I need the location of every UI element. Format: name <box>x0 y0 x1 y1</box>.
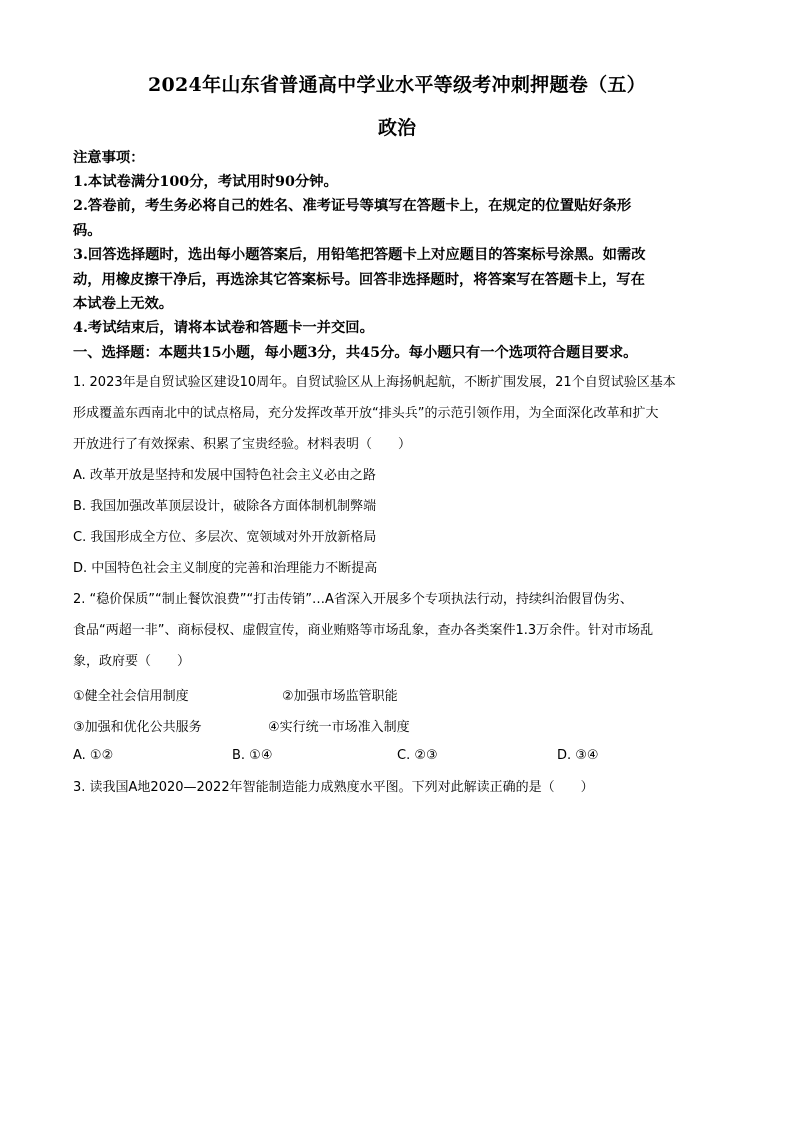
notice-line: 2.答卷前，考生务必将自己的姓名、准考证号等填写在答题卡上，在规定的位置贴好条形 <box>73 198 632 214</box>
question-2-choice-b: B. ①④ <box>232 748 273 763</box>
subject-title: 政治 <box>377 117 416 139</box>
section-heading: 一、选择题：本题共15小题，每小题3分，共45分。每小题只有一个选项符合题目要求。 <box>73 345 638 361</box>
notice-line: 本试卷上无效。 <box>73 296 174 312</box>
exam-title: 2024年山东省普通高中学业水平等级考冲刺押题卷（五） <box>148 74 646 96</box>
notice-line: 码。 <box>73 223 102 239</box>
notice-line: 动，用橡皮擦干净后，再选涂其它答案标号。回答非选择题时，将答案写在答题卡上，写在 <box>73 272 645 288</box>
notice-line: 4.考试结束后，请将本试卷和答题卡一并交回。 <box>73 320 374 336</box>
question-1-option-b: B. 我国加强改革顶层设计，破除各方面体制机制弊端 <box>73 499 377 514</box>
question-1-line: 开放进行了有效探索、积累了宝贵经验。材料表明（ ） <box>73 437 412 452</box>
question-1-option-d: D. 中国特色社会主义制度的完善和治理能力不断提高 <box>73 561 378 576</box>
question-2-choice-d: D. ③④ <box>557 748 599 763</box>
question-1-option-a: A. 改革开放是坚持和发展中国特色社会主义必由之路 <box>73 468 376 483</box>
question-2-choice-c: C. ②③ <box>397 748 438 763</box>
question-2-item-3: ③加强和优化公共服务 <box>73 720 202 735</box>
question-3-stem: 3. 读我国A地2020—2022年智能制造能力成熟度水平图。下列对此解读正确的是（ ） <box>73 780 594 795</box>
question-2-line: 2. “稳价保质”“制止餐饮浪费”“打击传销”…A省深入开展多个专项执法行动，持续纠治假冒伪劣、 <box>73 592 633 607</box>
question-2-item-2: ②加强市场监管职能 <box>282 689 398 704</box>
question-1-line: 1. 2023年是自贸试验区建设10周年。自贸试验区从上海扬帆起航，不断扩围发展，21个自贸试验区基本 <box>73 375 676 390</box>
question-1-line: 形成覆盖东西南北中的试点格局，充分发挥改革开放“排头兵”的示范引领作用，为全面深化改革和扩大 <box>73 406 659 421</box>
question-2-line: 象，政府要（ ） <box>73 654 191 669</box>
notice-line: 1.本试卷满分100分，考试用时90分钟。 <box>73 174 338 190</box>
question-2-line: 食品“两超一非”、商标侵权、虚假宣传，商业贿赂等市场乱象，查办各类案件1.3万余件。针对市场乱 <box>73 623 654 638</box>
notice-line: 3.回答选择题时，选出每小题答案后，用铅笔把答题卡上对应题目的答案标号涂黑。如需改 <box>73 247 646 263</box>
question-1-option-c: C. 我国形成全方位、多层次、宽领域对外开放新格局 <box>73 530 377 545</box>
question-2-item-4: ④实行统一市场准入制度 <box>268 720 410 735</box>
notice-heading: 注意事项： <box>73 150 145 166</box>
question-2-item-1: ①健全社会信用制度 <box>73 689 189 704</box>
question-2-choice-a: A. ①② <box>73 748 114 763</box>
